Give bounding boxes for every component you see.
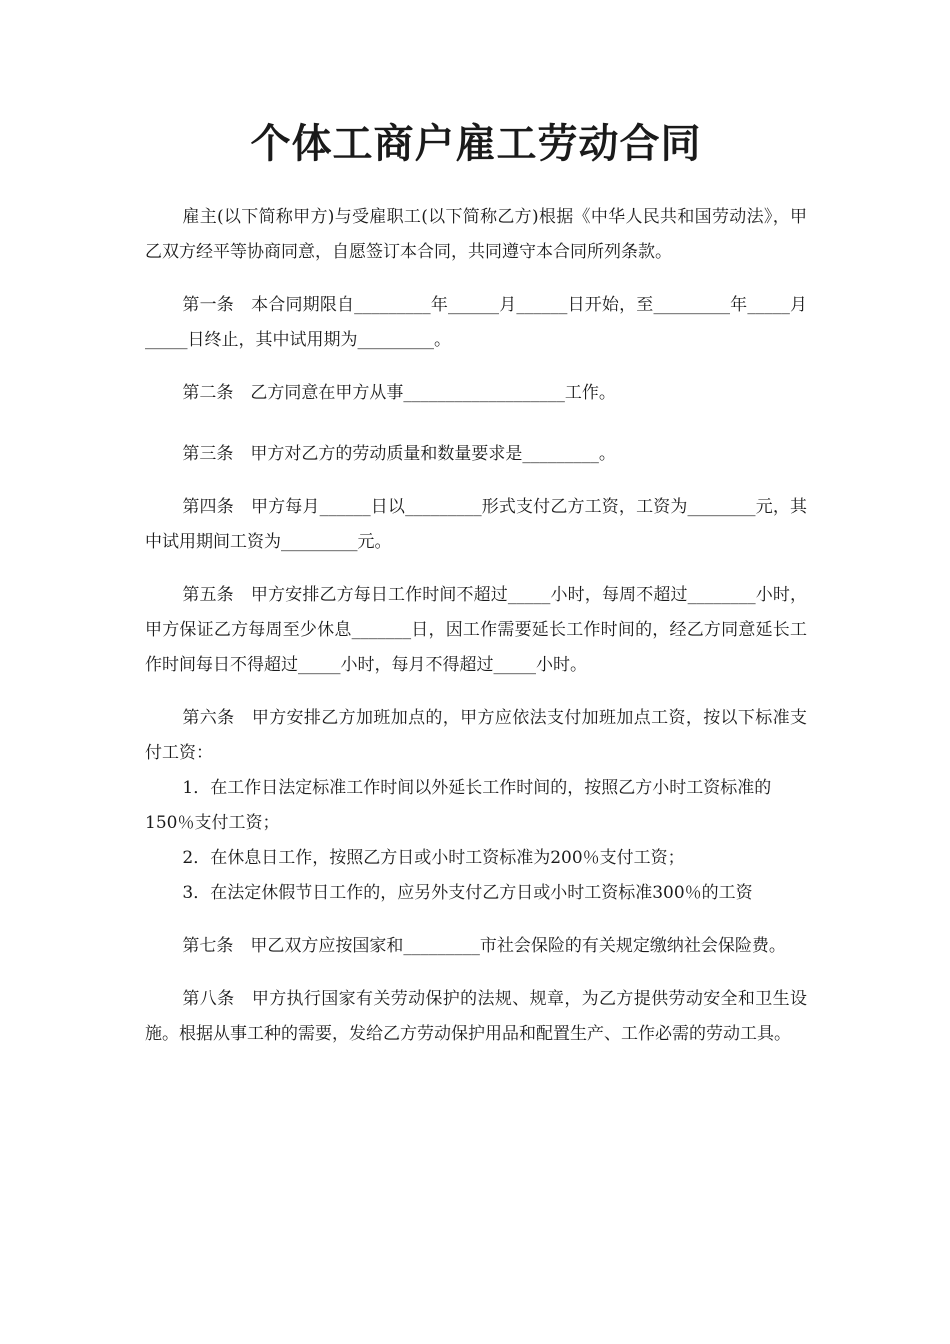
article-6-item-3: 3．在法定休假节日工作的，应另外支付乙方日或小时工资标准300％的工资 xyxy=(182,883,753,903)
article-6-item-2: 2．在休息日工作，按照乙方日或小时工资标准为200％支付工资； xyxy=(182,848,685,868)
article-6: 第六条 甲方安排乙方加班加点的，甲方应依法支付加班加点工资，按以下标准支付工资： xyxy=(145,708,807,763)
article-1: 第一条 本合同期限自_________年______月______日开始，至_________年_____月_____日终止，其中试用期为_________。 xyxy=(145,295,807,350)
article-6-item-1: 1．在工作日法定标准工作时间以外延长工作时间的，按照乙方小时工资标准的150％支付工资； xyxy=(145,778,772,833)
contract-page xyxy=(145,112,807,1052)
intro-paragraph: 雇主(以下简称甲方)与受雇职工(以下简称乙方)根据《中华人民共和国劳动法》，甲乙双方经平等协商同意，自愿签订本合同，共同遵守本合同所列条款。 xyxy=(145,207,807,262)
article-4: 第四条 甲方每月______日以_________形式支付乙方工资，工资为________元，其中试用期间工资为_________元。 xyxy=(145,497,807,552)
document-title: 个体工商户雇工劳动合同 xyxy=(250,120,702,167)
article-5: 第五条 甲方安排乙方每日工作时间不超过_____小时，每周不超过________小时，甲方保证乙方每周至少休息_______日，因工作需要延长工作时间的，经乙方同意延长工作时间每日不得超过_____小时，每月不得超过_____小时。 xyxy=(145,585,807,675)
article-8: 第八条 甲方执行国家有关劳动保护的法规、规章，为乙方提供劳动安全和卫生设施。根据从事工种的需要，发给乙方劳动保护用品和配置生产、工作必需的劳动工具。 xyxy=(145,989,807,1044)
article-7: 第七条 甲乙双方应按国家和_________市社会保险的有关规定缴纳社会保险费。 xyxy=(182,936,786,956)
article-2: 第二条 乙方同意在甲方从事___________________工作。 xyxy=(182,383,616,403)
article-3: 第三条 甲方对乙方的劳动质量和数量要求是_________。 xyxy=(182,444,616,464)
